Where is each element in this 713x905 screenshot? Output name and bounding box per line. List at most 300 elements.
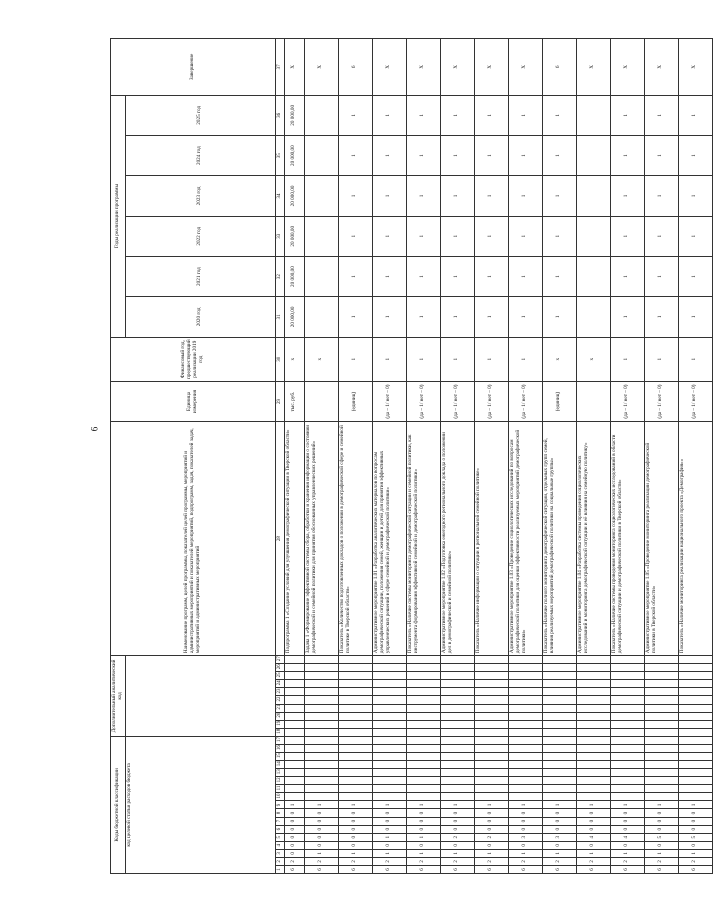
code-cell — [372, 793, 406, 801]
column-number: 1 — [275, 865, 284, 873]
code-cell — [678, 736, 712, 744]
code-cell — [284, 769, 304, 777]
code-cell — [610, 793, 644, 801]
row-unit: (единиц) — [542, 381, 576, 421]
code-cell — [474, 696, 508, 704]
code-cell — [338, 720, 372, 728]
row-completion: 6 — [338, 39, 372, 96]
code-cell — [406, 769, 440, 777]
code-cell: 2 — [474, 833, 508, 841]
year-header-2025: 2025 год — [125, 95, 275, 135]
code-cell — [576, 664, 610, 672]
table-row — [508, 39, 542, 874]
code-cell — [678, 680, 712, 688]
code-cell: 6 — [304, 865, 338, 873]
code-cell — [304, 745, 338, 753]
code-cell — [576, 745, 610, 753]
row-year-value — [304, 297, 338, 337]
code-cell — [406, 753, 440, 761]
code-cell — [610, 720, 644, 728]
code-cell — [610, 656, 644, 664]
code-cell: 1 — [304, 801, 338, 809]
table-row — [678, 39, 712, 874]
row-year-value: 1 — [644, 95, 678, 135]
column-number: 5 — [275, 833, 284, 841]
code-cell: 6 — [678, 865, 712, 873]
row-year-value: 1 — [542, 216, 576, 256]
code-cell — [284, 720, 304, 728]
code-cell — [474, 793, 508, 801]
row-name: Административное мероприятие 1.03 «Проведение социологических исследований по вопросам демографической политики для оценки эффективности реализуемых мероприятий демографической политики» — [508, 422, 542, 656]
code-cell: 2 — [406, 857, 440, 865]
year-header-2021: 2021 год — [125, 256, 275, 296]
code-cell: 1 — [678, 849, 712, 857]
code-cell: 0 — [440, 825, 474, 833]
code-cell: 0 — [406, 825, 440, 833]
row-year-value: 1 — [338, 256, 372, 296]
extra-code-subheader — [125, 656, 275, 737]
code-cell — [372, 680, 406, 688]
code-cell: 1 — [644, 801, 678, 809]
code-cell — [508, 720, 542, 728]
row-year-value: 1 — [678, 95, 712, 135]
row-year-value: 1 — [508, 297, 542, 337]
name-column-header: Наименование программ, целей программы, показателей целей программы, мероприятий и административных мероприятий и показателей мероприятий, подпрограмм, задач, показателей задач, мероприятий и административных мероприятий — [111, 422, 276, 656]
code-cell — [508, 656, 542, 664]
row-year-value: 1 — [610, 256, 644, 296]
row-year-value — [576, 256, 610, 296]
code-cell — [338, 696, 372, 704]
row-year-value: 1 — [474, 176, 508, 216]
row-year-value: 1 — [508, 95, 542, 135]
code-cell — [644, 712, 678, 720]
row-year-value: 1 — [406, 176, 440, 216]
code-cell — [610, 688, 644, 696]
code-cell: 2 — [610, 857, 644, 865]
row-year-value: 1 — [338, 216, 372, 256]
code-cell: 0 — [338, 809, 372, 817]
code-cell — [372, 761, 406, 769]
column-number: 20 — [275, 712, 284, 720]
code-cell: 0 — [576, 841, 610, 849]
code-cell: 2 — [474, 857, 508, 865]
row-completion: X — [644, 39, 678, 96]
code-cell — [304, 753, 338, 761]
code-cell: 2 — [338, 857, 372, 865]
code-cell — [542, 761, 576, 769]
code-cell — [542, 704, 576, 712]
column-number: 27 — [275, 656, 284, 664]
column-number: 36 — [275, 95, 284, 135]
kbk-group-header: Коды бюджетной классификации — [111, 736, 126, 873]
code-cell — [284, 745, 304, 753]
row-year-value — [576, 297, 610, 337]
code-cell: 4 — [610, 833, 644, 841]
page-number: 6 — [89, 426, 100, 432]
code-cell: 0 — [542, 825, 576, 833]
code-cell — [508, 696, 542, 704]
code-cell: 1 — [610, 801, 644, 809]
code-cell — [474, 704, 508, 712]
code-cell — [542, 753, 576, 761]
row-year-value: 1 — [508, 135, 542, 175]
code-cell: 1 — [284, 801, 304, 809]
column-number: 6 — [275, 825, 284, 833]
code-cell — [372, 785, 406, 793]
code-cell: 1 — [542, 849, 576, 857]
year-header-2020: 2020 год — [125, 297, 275, 337]
code-cell — [372, 769, 406, 777]
row-base-year: 1 — [406, 337, 440, 381]
column-number: 21 — [275, 704, 284, 712]
row-year-value: 1 — [542, 95, 576, 135]
code-cell: 0 — [406, 817, 440, 825]
code-cell — [440, 704, 474, 712]
code-cell — [284, 664, 304, 672]
code-cell — [576, 777, 610, 785]
code-cell — [284, 680, 304, 688]
code-cell — [576, 728, 610, 736]
row-year-value — [304, 256, 338, 296]
code-cell — [644, 777, 678, 785]
code-cell — [678, 688, 712, 696]
code-cell — [542, 793, 576, 801]
code-cell: 0 — [284, 809, 304, 817]
code-cell — [284, 785, 304, 793]
program-table — [110, 38, 713, 874]
code-cell: 0 — [372, 809, 406, 817]
code-cell — [644, 736, 678, 744]
code-cell — [610, 696, 644, 704]
row-base-year: 1 — [610, 337, 644, 381]
row-name: Административное мероприятие 1.02 «Подготовка ежегодного регионального доклада о положении дел в демографической и семейной политике» — [440, 422, 474, 656]
table-row — [610, 39, 644, 874]
code-cell — [610, 769, 644, 777]
row-year-value: 1 — [610, 135, 644, 175]
row-name: Показатель «Наличие полного мониторинга демографической ситуации, отдельных групп семей, влияния реализуемых мероприятий демографической политики на социальные группы» — [542, 422, 576, 656]
code-cell — [576, 680, 610, 688]
column-number: 33 — [275, 216, 284, 256]
code-cell — [542, 736, 576, 744]
code-cell — [508, 777, 542, 785]
code-cell — [644, 688, 678, 696]
code-cell: 2 — [576, 857, 610, 865]
code-cell: 0 — [338, 841, 372, 849]
row-name: Административное мероприятие 1.01 «Разработка аналитических материалов по вопросам демографической ситуации, положения семей, женщин и детей для принятия эффективных управленческих решений в сфере семейной и демографической политики» — [372, 422, 406, 656]
code-cell — [284, 736, 304, 744]
column-number: 4 — [275, 841, 284, 849]
code-cell: 0 — [440, 817, 474, 825]
code-cell — [610, 785, 644, 793]
code-cell — [610, 753, 644, 761]
row-year-value: 1 — [610, 216, 644, 256]
column-number-row — [275, 39, 284, 874]
code-cell — [440, 664, 474, 672]
code-cell: 2 — [372, 857, 406, 865]
code-cell — [406, 720, 440, 728]
code-cell: 2 — [644, 857, 678, 865]
code-cell — [406, 777, 440, 785]
column-number: 18 — [275, 728, 284, 736]
code-cell — [406, 736, 440, 744]
row-year-value: 20 000,00 — [284, 256, 304, 296]
code-cell — [610, 664, 644, 672]
code-cell — [508, 736, 542, 744]
row-year-value: 1 — [508, 256, 542, 296]
row-completion: X — [372, 39, 406, 96]
row-unit: (да – 1/ нет – 0) — [508, 381, 542, 421]
code-cell: 0 — [678, 825, 712, 833]
row-year-value: 1 — [440, 216, 474, 256]
code-cell — [440, 736, 474, 744]
code-cell: 0 — [474, 841, 508, 849]
row-base-year: х — [576, 337, 610, 381]
row-completion: X — [610, 39, 644, 96]
code-cell: 1 — [576, 849, 610, 857]
code-cell — [610, 745, 644, 753]
row-year-value: 1 — [644, 135, 678, 175]
code-cell — [304, 728, 338, 736]
code-cell: 6 — [372, 865, 406, 873]
completion-header: Завершение — [111, 39, 276, 96]
row-year-value: 1 — [542, 176, 576, 216]
unit-column-header: Единица измерения — [111, 381, 276, 421]
table-row — [542, 39, 576, 874]
code-cell — [406, 745, 440, 753]
code-cell — [338, 680, 372, 688]
column-number: 23 — [275, 688, 284, 696]
row-completion: X — [284, 39, 304, 96]
code-cell: 0 — [644, 825, 678, 833]
row-name: Административное мероприятие 1.05 «Проведение мониторинга реализации демографической политики в Тверской области» — [644, 422, 678, 656]
code-cell: 0 — [644, 809, 678, 817]
code-cell — [542, 720, 576, 728]
code-cell — [440, 793, 474, 801]
row-year-value: 1 — [440, 135, 474, 175]
row-year-value: 1 — [372, 135, 406, 175]
code-cell — [542, 785, 576, 793]
code-cell — [440, 785, 474, 793]
code-cell — [406, 728, 440, 736]
code-cell — [406, 656, 440, 664]
row-base-year: х — [284, 337, 304, 381]
row-year-value: 1 — [440, 297, 474, 337]
code-cell: 2 — [304, 857, 338, 865]
code-cell — [440, 769, 474, 777]
column-number: 25 — [275, 672, 284, 680]
column-number: 31 — [275, 297, 284, 337]
row-unit: (да – 1/ нет – 0) — [678, 381, 712, 421]
row-completion: X — [474, 39, 508, 96]
code-cell: 0 — [576, 825, 610, 833]
code-cell — [304, 761, 338, 769]
row-unit: тыс. руб. — [284, 381, 304, 421]
column-number: 16 — [275, 745, 284, 753]
code-cell: 1 — [372, 849, 406, 857]
code-cell: 2 — [542, 857, 576, 865]
code-cell — [474, 672, 508, 680]
code-cell — [610, 728, 644, 736]
code-cell — [284, 753, 304, 761]
row-year-value: 1 — [610, 176, 644, 216]
code-cell: 0 — [284, 849, 304, 857]
code-cell — [440, 761, 474, 769]
code-cell — [440, 688, 474, 696]
code-cell — [474, 769, 508, 777]
row-base-year: х — [304, 337, 338, 381]
code-cell: 2 — [284, 857, 304, 865]
code-cell — [542, 656, 576, 664]
code-cell: 6 — [406, 865, 440, 873]
code-cell: 0 — [474, 809, 508, 817]
row-unit — [304, 381, 338, 421]
code-cell — [284, 761, 304, 769]
row-year-value: 1 — [406, 135, 440, 175]
column-number: 34 — [275, 176, 284, 216]
code-cell — [304, 696, 338, 704]
code-cell: 0 — [440, 809, 474, 817]
code-cell — [542, 672, 576, 680]
code-cell — [644, 728, 678, 736]
column-number: 29 — [275, 381, 284, 421]
code-cell — [508, 688, 542, 696]
row-year-value: 1 — [678, 135, 712, 175]
table-row — [338, 39, 372, 874]
code-cell: 0 — [372, 825, 406, 833]
code-cell — [644, 785, 678, 793]
code-cell: 0 — [610, 809, 644, 817]
code-cell: 0 — [678, 817, 712, 825]
code-cell — [508, 704, 542, 712]
row-unit: (да – 1/ нет – 0) — [610, 381, 644, 421]
year-header-2024: 2024 год — [125, 135, 275, 175]
code-cell: 6 — [644, 865, 678, 873]
fin-year-header: Финансовый год, предшествующий реализации 2019 год — [111, 337, 276, 381]
code-cell — [542, 712, 576, 720]
row-name: Показатель «Наличие системы проведения мониторинга социологических исследований в области демографической ситуации и демографической политики в Тверской области» — [610, 422, 644, 656]
code-cell — [474, 712, 508, 720]
code-cell — [576, 672, 610, 680]
code-cell — [304, 704, 338, 712]
code-cell: 0 — [440, 841, 474, 849]
code-cell — [440, 696, 474, 704]
code-cell — [678, 696, 712, 704]
row-unit: (да – 1/ нет – 0) — [406, 381, 440, 421]
code-cell — [372, 688, 406, 696]
code-cell: 1 — [372, 801, 406, 809]
column-number: 17 — [275, 736, 284, 744]
row-year-value: 20 000,00 — [284, 297, 304, 337]
code-cell: 2 — [508, 857, 542, 865]
row-base-year: 1 — [372, 337, 406, 381]
code-cell — [474, 753, 508, 761]
row-completion: X — [304, 39, 338, 96]
code-cell — [508, 712, 542, 720]
row-year-value — [576, 95, 610, 135]
code-cell: 2 — [440, 857, 474, 865]
row-name: Подпрограмма 1 «Создание условий для улучшения демографической ситуации в Тверской области» — [284, 422, 304, 656]
code-cell — [576, 793, 610, 801]
code-cell — [678, 720, 712, 728]
code-cell — [508, 664, 542, 672]
code-cell — [508, 793, 542, 801]
code-cell: 1 — [406, 801, 440, 809]
row-unit: (да – 1/ нет – 0) — [440, 381, 474, 421]
code-cell — [372, 672, 406, 680]
code-cell — [576, 704, 610, 712]
row-year-value: 1 — [372, 216, 406, 256]
row-year-value: 1 — [474, 256, 508, 296]
code-cell — [284, 704, 304, 712]
column-number: 15 — [275, 753, 284, 761]
column-number: 12 — [275, 777, 284, 785]
code-cell — [576, 761, 610, 769]
row-completion: 6 — [542, 39, 576, 96]
row-unit — [576, 381, 610, 421]
code-cell — [406, 712, 440, 720]
row-year-value: 20 000,00 — [284, 176, 304, 216]
code-cell — [406, 696, 440, 704]
code-cell — [610, 672, 644, 680]
row-year-value: 1 — [406, 297, 440, 337]
code-cell — [610, 777, 644, 785]
row-unit: (единиц) — [338, 381, 372, 421]
table-row — [406, 39, 440, 874]
row-year-value: 1 — [610, 297, 644, 337]
code-cell — [372, 745, 406, 753]
row-year-value: 1 — [406, 256, 440, 296]
row-year-value: 1 — [338, 135, 372, 175]
column-number: 26 — [275, 664, 284, 672]
code-cell: 0 — [284, 825, 304, 833]
code-cell — [644, 704, 678, 712]
row-unit: (да – 1/ нет – 0) — [644, 381, 678, 421]
code-cell: 0 — [406, 841, 440, 849]
code-cell: 0 — [474, 825, 508, 833]
row-year-value: 1 — [644, 176, 678, 216]
row-name: Показатель «Наличие системы мониторинга демографической ситуации и семейной политики, как инструмента формирования эффективной семейной и демографической политики» — [406, 422, 440, 656]
code-cell — [678, 672, 712, 680]
code-cell — [338, 769, 372, 777]
row-year-value: 1 — [406, 95, 440, 135]
code-cell: 3 — [542, 833, 576, 841]
code-cell — [610, 761, 644, 769]
code-cell: 0 — [644, 841, 678, 849]
code-cell — [338, 777, 372, 785]
column-number: 10 — [275, 793, 284, 801]
code-cell: 0 — [474, 817, 508, 825]
code-cell: 0 — [644, 817, 678, 825]
row-year-value: 1 — [474, 135, 508, 175]
table-row — [474, 39, 508, 874]
row-year-value: 1 — [474, 95, 508, 135]
year-header-2023: 2023 год — [125, 176, 275, 216]
code-cell: 0 — [372, 817, 406, 825]
code-cell — [284, 656, 304, 664]
row-year-value: 1 — [372, 256, 406, 296]
column-number: 22 — [275, 696, 284, 704]
code-cell — [372, 777, 406, 785]
code-cell — [406, 793, 440, 801]
code-cell — [474, 656, 508, 664]
code-cell — [440, 777, 474, 785]
code-cell — [474, 785, 508, 793]
row-year-value — [304, 95, 338, 135]
code-cell — [644, 720, 678, 728]
code-cell — [474, 761, 508, 769]
column-number: 24 — [275, 680, 284, 688]
row-base-year: 1 — [508, 337, 542, 381]
